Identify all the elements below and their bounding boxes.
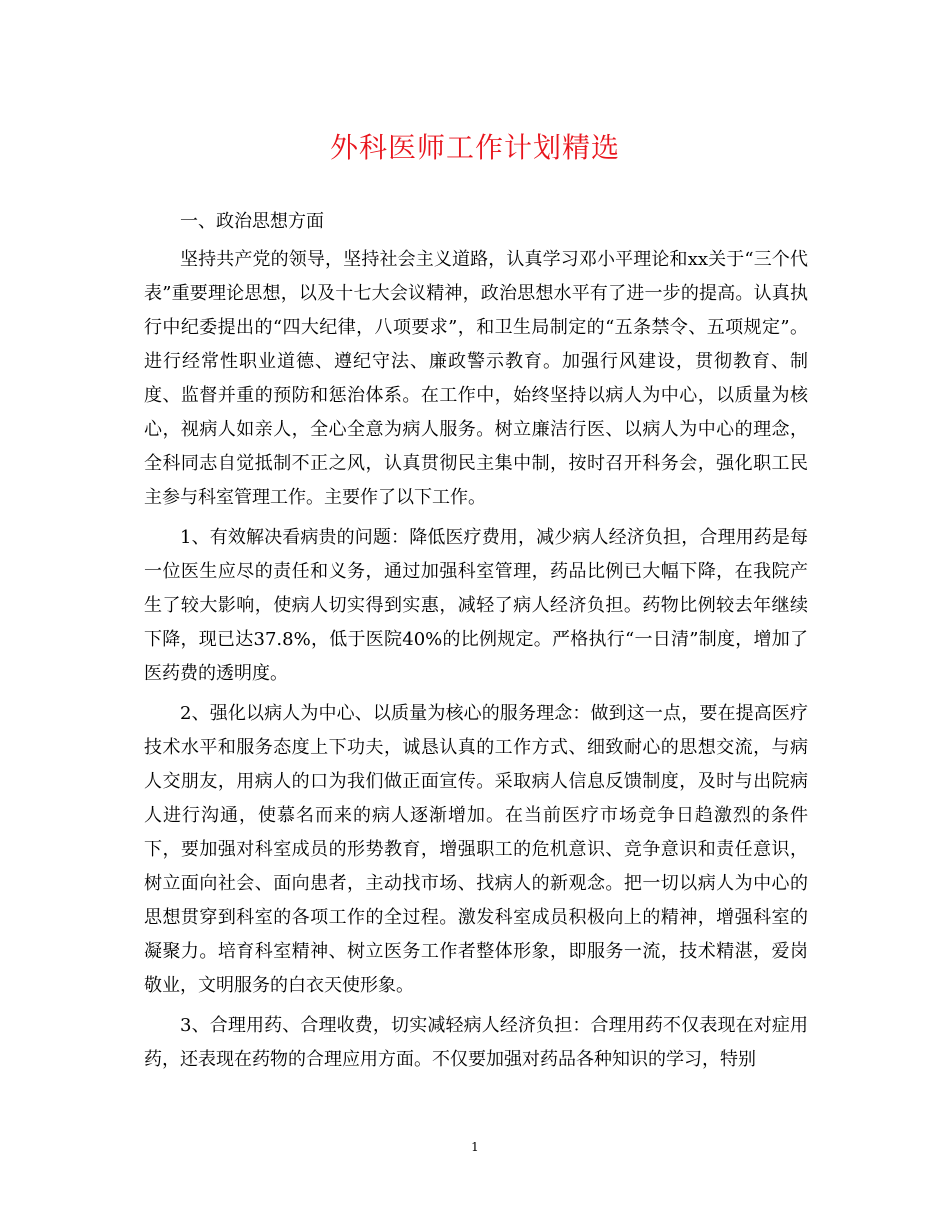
page-number: 1 xyxy=(471,1140,479,1154)
body-paragraph-item-3: 3、合理用药、合理收费，切实减轻病人经济负担：合理用药不仅表现在对症用药，还表现在药物的合理应用方面。不仅要加强对药品各种知识的学习，特别 xyxy=(144,1015,808,1070)
section-heading: 一、政治思想方面 xyxy=(180,211,324,232)
document-body xyxy=(144,205,808,1077)
body-paragraph-item-2: 2、强化以病人为中心、以质量为核心的服务理念：做到这一点，要在提高医疗技术水平和服务态度上下功夫，诚恳认真的工作方式、细致耐心的思想交流，与病人交朋友，用病人的口为我们做正面宣传。采取病人信息反馈制度，及时与出院病人进行沟通，使慕名而来的病人逐渐增加。在当前医疗市场竞争日趋激烈的条件下，要加强对科室成员的形势教育，增强职工的危机意识、竞争意识和责任意识，树立面向社会、面向患者，主动找市场、找病人的新观念。把一切以病人为中心的思想贯穿到科室的各项工作的全过程。激发科室成员积极向上的精神，增强科室的凝聚力。培育科室精神、树立医务工作者整体形象，即服务一流，技术精湛，爱岗敬业，文明服务的白衣天使形象。 xyxy=(144,703,808,996)
document-title: 外科医师工作计划精选 xyxy=(329,131,620,164)
body-paragraph-item-1: 1、有效解决看病贵的问题：降低医疗费用，减少病人经济负担，合理用药是每一位医生应尽的责任和义务，通过加强科室管理，药品比例已大幅下降，在我院产生了较大影响，使病人切实得到实惠，减轻了病人经济负担。药物比例较去年继续下降，现已达37.8%，低于医院40%的比例规定。严格执行“一日清”制度，增加了医药费的透明度。 xyxy=(144,527,808,684)
body-paragraph-intro: 坚持共产党的领导，坚持社会主义道路，认真学习邓小平理论和xx关于“三个代表”重要理论思想，以及十七大会议精神，政治思想水平有了进一步的提高。认真执行中纪委提出的“四大纪律，八项要求”，和卫生局制定的“五条禁令、五项规定”。进行经常性职业道德、遵纪守法、廉政警示教育。加强行风建设，贯彻教育、制度、监督并重的预防和惩治体系。在工作中，始终坚持以病人为中心，以质量为核心，视病人如亲人，全心全意为病人服务。树立廉洁行医、以病人为中心的理念，全科同志自觉抵制不正之风，认真贯彻民主集中制，按时召开科务会，强化职工民主参与科室管理工作。主要作了以下工作。 xyxy=(144,249,808,508)
